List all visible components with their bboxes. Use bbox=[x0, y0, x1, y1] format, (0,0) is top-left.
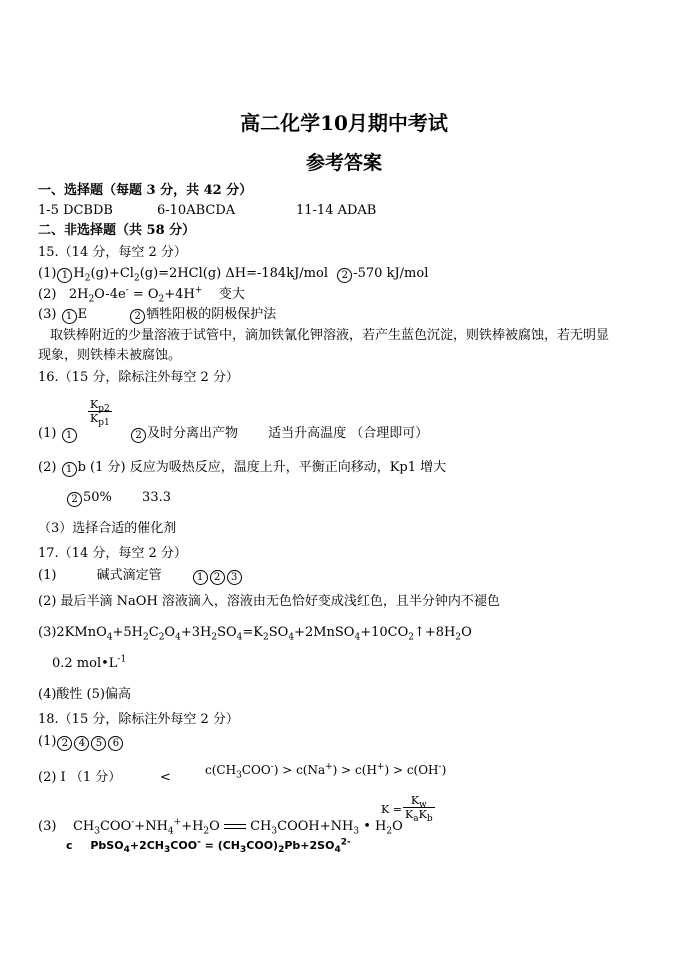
q17-line4 bbox=[52, 656, 126, 672]
sub: 2 bbox=[203, 826, 210, 837]
sub: 4 bbox=[236, 632, 243, 643]
eq: = (CH bbox=[200, 839, 240, 852]
eq: COO bbox=[170, 839, 198, 852]
circled-number: 4 bbox=[74, 736, 89, 751]
eq: COOH+NH bbox=[277, 819, 354, 834]
sup: - bbox=[131, 817, 135, 828]
eq: SO bbox=[268, 625, 289, 640]
prefix: (1) bbox=[38, 734, 57, 749]
eq: PbSO bbox=[90, 839, 124, 852]
answer: 50% bbox=[83, 490, 112, 505]
sub: 3 bbox=[236, 770, 242, 781]
circled-number: 1 bbox=[193, 570, 208, 585]
eq: +NH bbox=[134, 819, 168, 834]
ineq: ) > c(H bbox=[332, 763, 377, 777]
q16-line3 bbox=[66, 490, 171, 507]
sub: 3 bbox=[94, 826, 100, 837]
sub: b bbox=[426, 814, 433, 825]
eq: (3)2KMnO bbox=[38, 625, 107, 640]
circled-number: 3 bbox=[227, 570, 242, 585]
sub: 2 bbox=[386, 826, 393, 837]
answer: 及时分离出产物 bbox=[147, 426, 239, 441]
choice-answers-1: 1-5 DCBDB bbox=[38, 203, 113, 218]
q17-line3 bbox=[38, 625, 472, 641]
eq: +5H bbox=[112, 625, 143, 640]
answer: E bbox=[77, 307, 88, 322]
sup: + bbox=[376, 762, 385, 772]
eq: Pb+2SO bbox=[284, 839, 335, 852]
ineq: ) > c(Na bbox=[273, 763, 326, 777]
q18-k-label: K = bbox=[381, 803, 402, 816]
sup: + bbox=[194, 285, 203, 296]
eq: +4H bbox=[164, 287, 195, 302]
q18-line2: (2) I （1 分） bbox=[38, 770, 122, 785]
q18-inequality bbox=[205, 762, 447, 781]
eq: SO bbox=[217, 625, 237, 640]
eq: C bbox=[148, 625, 159, 640]
q16-fraction bbox=[88, 398, 112, 429]
q15-line4: 取铁棒附近的少量溶液于试管中，滴加铁氰化钾溶液，若产生蓝色沉淀，则铁棒被腐蚀，若无明显 bbox=[50, 328, 610, 343]
sub: 2 bbox=[408, 632, 414, 643]
q15-eq: (g)+Cl bbox=[90, 266, 134, 281]
answer: c bbox=[66, 839, 73, 852]
eq: +3H bbox=[180, 625, 212, 640]
circled-number: 2 bbox=[130, 309, 145, 324]
sub: a bbox=[413, 814, 419, 825]
q18-less-than: < bbox=[160, 770, 171, 785]
prefix: (2) bbox=[38, 460, 57, 475]
q17-line2: (2) 最后半滴 NaOH 溶液滴入，溶液由无色恰好变成浅红色，且半分钟内不褪色 bbox=[38, 594, 500, 609]
eq: O-4e bbox=[94, 287, 126, 302]
sub: 4 bbox=[167, 826, 174, 837]
circled-number: 2 bbox=[67, 492, 82, 507]
sub: 4 bbox=[288, 632, 295, 643]
sub: w bbox=[419, 800, 427, 811]
circled-number: 6 bbox=[108, 736, 123, 751]
sub: 2 bbox=[211, 632, 218, 643]
eq: +2MnSO bbox=[294, 625, 355, 640]
sub: 2 bbox=[88, 294, 95, 305]
eq: COO bbox=[99, 819, 132, 834]
q15-heading: 15.（14 分，每空 2 分） bbox=[38, 245, 187, 260]
q15-l1-tail: -570 kJ/mol bbox=[353, 266, 429, 281]
prefix: (1) bbox=[38, 568, 57, 583]
eq: CH bbox=[72, 819, 95, 834]
circled-number: 1 bbox=[62, 462, 77, 477]
sub: 4 bbox=[123, 845, 130, 856]
page-title: 高二化学10月期中考试 bbox=[240, 111, 448, 135]
sub: 3 bbox=[353, 826, 360, 837]
prefix: (2) bbox=[38, 287, 57, 302]
sub: 4 bbox=[175, 632, 181, 643]
ineq: COO bbox=[241, 763, 271, 777]
page-subtitle: 参考答案 bbox=[305, 152, 382, 174]
q16-heading: 16.（15 分，除标注外每空 2 分） bbox=[38, 370, 239, 385]
choice-answers-3: 11-14 ADAB bbox=[296, 203, 377, 218]
eq: O bbox=[392, 819, 403, 834]
answer: 33.3 bbox=[142, 490, 171, 505]
eq: = O bbox=[128, 287, 159, 302]
eq: COO) bbox=[246, 839, 279, 852]
circled-number: 1 bbox=[62, 428, 77, 443]
circled-number: 2 bbox=[337, 268, 352, 283]
q16-line4: （3）选择合适的催化剂 bbox=[38, 521, 177, 536]
eq: ↑+8H bbox=[413, 625, 456, 640]
q15-line5: 现象，则铁棒未被腐蚀。 bbox=[38, 348, 182, 363]
q16-line1 bbox=[38, 426, 78, 443]
q17-line1 bbox=[38, 568, 243, 585]
prefix: (3) bbox=[38, 307, 57, 322]
sub: p2 bbox=[98, 404, 110, 415]
eq: =K bbox=[242, 625, 263, 640]
circled-number: 2 bbox=[210, 570, 225, 585]
sup: - bbox=[125, 285, 129, 296]
sup: 2- bbox=[340, 837, 351, 848]
sub: 4 bbox=[106, 632, 113, 643]
sub: 4 bbox=[354, 632, 361, 643]
eq: +H bbox=[181, 819, 204, 834]
sub: 3 bbox=[271, 826, 278, 837]
sup: + bbox=[173, 817, 182, 828]
section1-heading: 一、选择题（每题 3 分，共 42 分） bbox=[38, 183, 253, 198]
sub: 2 bbox=[278, 845, 285, 856]
q15-eq: H bbox=[73, 266, 85, 281]
answer: 碱式滴定管 bbox=[96, 568, 162, 583]
eq: +10CO bbox=[360, 625, 409, 640]
eq: O bbox=[461, 625, 472, 640]
answer: 0.2 mol•L bbox=[52, 656, 118, 671]
ineq: c(CH bbox=[205, 763, 237, 777]
answer: 牺牲阳极的阴极保护法 bbox=[146, 307, 277, 322]
q16-line1b bbox=[130, 426, 428, 443]
q18-heading: 18.（15 分，除标注外每空 2 分） bbox=[38, 712, 239, 727]
sub: 4 bbox=[334, 845, 341, 856]
sub: 2 bbox=[455, 632, 462, 643]
q18-line1 bbox=[38, 734, 124, 751]
eq: O bbox=[164, 625, 176, 640]
q18-k-fraction bbox=[403, 794, 435, 825]
sub: 2 bbox=[84, 273, 91, 284]
q15-line1 bbox=[38, 266, 428, 283]
q18-line4 bbox=[66, 838, 351, 854]
sup: - bbox=[197, 837, 201, 848]
circled-number: 1 bbox=[62, 309, 77, 324]
sub: p1 bbox=[98, 418, 110, 429]
q17-heading: 17.（14 分，每空 2 分） bbox=[38, 546, 187, 561]
sub: 2 bbox=[143, 632, 149, 643]
eq: +2CH bbox=[129, 839, 165, 852]
tail: 变大 bbox=[218, 287, 245, 302]
circled-number: 1 bbox=[57, 268, 72, 283]
frac-den: K bbox=[405, 808, 414, 821]
sup: - bbox=[438, 762, 442, 772]
ineq: ) > c(OH bbox=[384, 763, 439, 777]
q15-l1-prefix: (1) bbox=[38, 266, 57, 281]
q17-line5: (4)酸性 (5)偏高 bbox=[38, 687, 131, 702]
frac-den: K bbox=[418, 808, 427, 821]
eq: CH bbox=[250, 819, 272, 834]
sub: 2 bbox=[158, 632, 165, 643]
sub: 2 bbox=[158, 294, 165, 305]
circled-number: 2 bbox=[57, 736, 72, 751]
circled-number: 2 bbox=[131, 428, 146, 443]
eq: 2H bbox=[68, 287, 89, 302]
sub: 2 bbox=[133, 273, 140, 284]
sub: 3 bbox=[164, 845, 171, 856]
q16-line2 bbox=[38, 460, 446, 477]
eq: O bbox=[209, 819, 220, 834]
answer: b (1 分) 反应为吸热反应，温度上升，平衡正向移动，Kp1 增大 bbox=[77, 460, 447, 475]
sup: -1 bbox=[117, 654, 127, 665]
circled-number: 5 bbox=[91, 736, 106, 751]
q18-line3 bbox=[38, 819, 403, 835]
ineq: ) bbox=[441, 763, 447, 777]
eq: • H bbox=[359, 819, 387, 834]
frac-num: K bbox=[90, 398, 99, 411]
q15-eq: (g)=2HCl(g) ΔH=-184kJ/mol bbox=[139, 266, 328, 281]
q15-line3 bbox=[38, 307, 276, 324]
frac-num: K bbox=[410, 794, 420, 807]
sub: 3 bbox=[240, 845, 247, 856]
choice-answers-2: 6-10ABCDA bbox=[157, 203, 236, 218]
frac-den: K bbox=[90, 412, 99, 425]
sup: + bbox=[325, 762, 333, 772]
sub: 2 bbox=[263, 632, 269, 643]
equilibrium-arrow-icon bbox=[224, 822, 246, 832]
answer: 适当升高温度 （合理即可） bbox=[268, 426, 429, 441]
section2-heading: 二、非选择题（共 58 分） bbox=[38, 223, 196, 238]
prefix: (1) bbox=[38, 426, 57, 441]
q15-line2 bbox=[38, 287, 245, 303]
sup: - bbox=[270, 762, 274, 772]
prefix: (3) bbox=[38, 819, 57, 834]
